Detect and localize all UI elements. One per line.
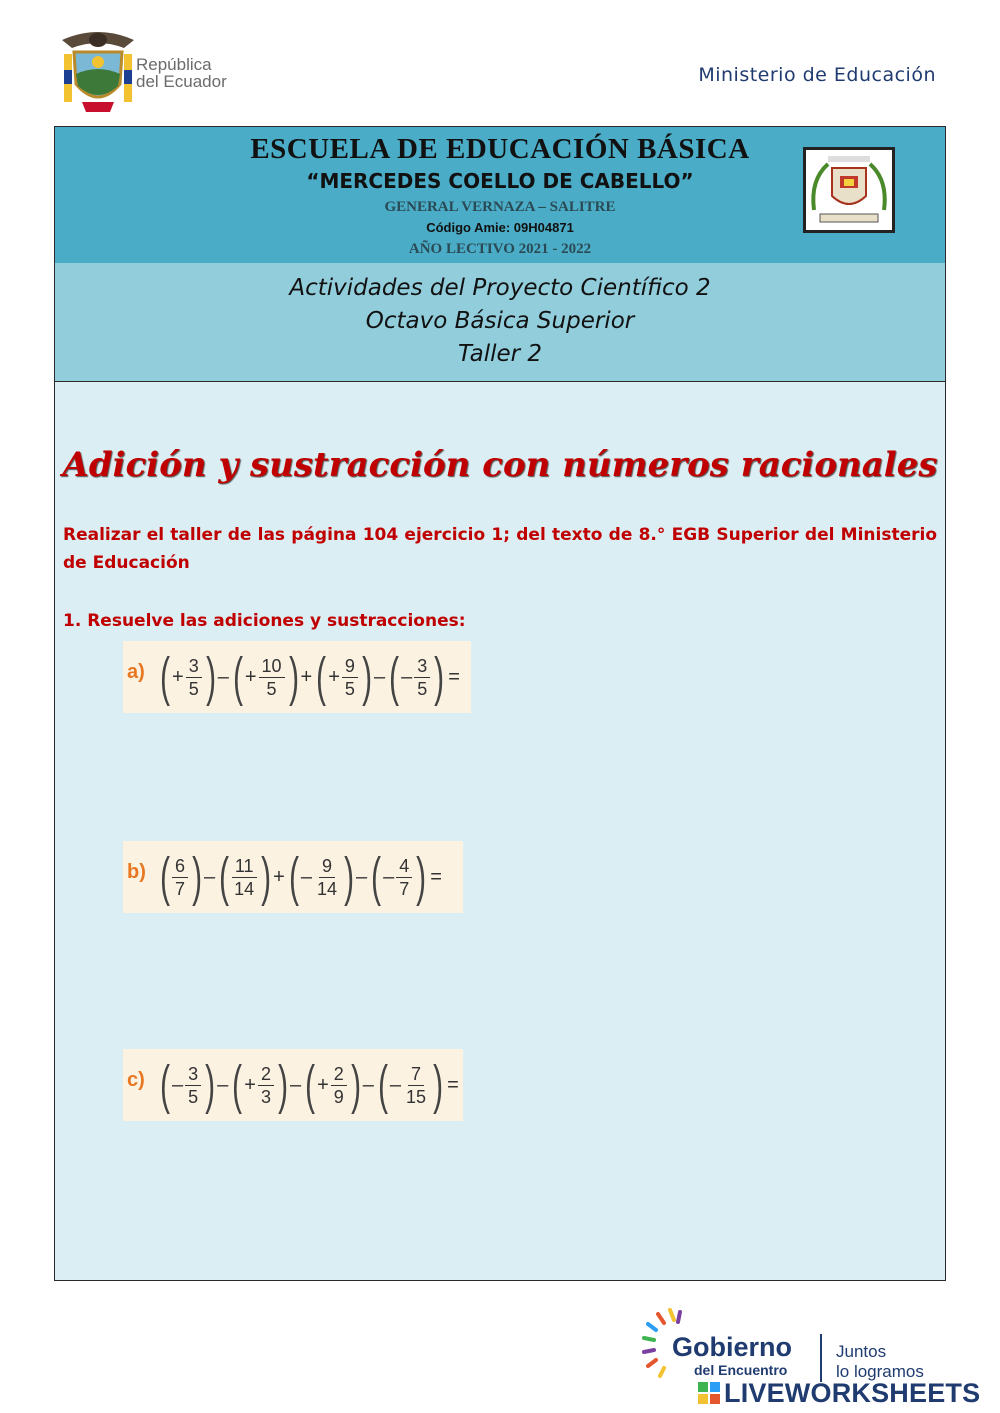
term-sign: – bbox=[383, 865, 395, 888]
fraction bbox=[259, 655, 285, 700]
footer-divider bbox=[820, 1334, 822, 1382]
numerator: 3 bbox=[414, 655, 430, 678]
school-location: GENERAL VERNAZA – SALITRE bbox=[384, 199, 616, 215]
footer-logos bbox=[640, 1306, 996, 1410]
operator: – bbox=[217, 665, 229, 688]
paren-open: ( bbox=[160, 847, 171, 907]
paren-open: ( bbox=[389, 647, 400, 707]
liveworksheets-badge-icon bbox=[698, 1382, 720, 1404]
paren-open: ( bbox=[378, 1055, 388, 1115]
operator: – bbox=[356, 865, 368, 888]
term-sign: – bbox=[401, 665, 413, 688]
instruction-text: Realizar el taller de las página 104 ejercicio 1; del texto de 8.° EGB Superior del Ministerio de Educación bbox=[63, 525, 937, 573]
school-subtitle: “MERCEDES COELLO DE CABELLO” bbox=[306, 169, 694, 193]
exercise-expression bbox=[157, 845, 442, 909]
numerator: 9 bbox=[319, 855, 335, 878]
denominator: 15 bbox=[406, 1086, 427, 1107]
paren-close: ) bbox=[416, 847, 427, 907]
activity-workshop: Taller 2 bbox=[457, 341, 543, 367]
numerator: 2 bbox=[258, 1063, 274, 1086]
operator: + bbox=[300, 665, 313, 688]
encuentro-text: del Encuentro bbox=[694, 1362, 788, 1378]
denominator: 9 bbox=[333, 1086, 344, 1107]
paren-close: ) bbox=[433, 1055, 444, 1115]
denominator: 5 bbox=[417, 678, 428, 699]
paren-close: ) bbox=[362, 647, 372, 707]
operator: – bbox=[373, 665, 386, 688]
operator: – bbox=[289, 1073, 302, 1096]
fraction bbox=[185, 1063, 201, 1108]
activity-grade: Octavo Básica Superior bbox=[365, 308, 635, 334]
term-sign: – bbox=[172, 1073, 184, 1096]
paren-close: ) bbox=[288, 647, 299, 707]
paren-open: ( bbox=[160, 647, 171, 707]
fraction bbox=[414, 655, 430, 700]
exercise-b bbox=[123, 841, 463, 913]
school-logo bbox=[803, 147, 895, 233]
school-emblem-icon bbox=[806, 150, 892, 230]
denominator: 5 bbox=[266, 678, 277, 699]
term-sign: + bbox=[244, 1073, 256, 1096]
school-code: Código Amie: 09H04871 bbox=[426, 220, 574, 235]
term-sign: – bbox=[389, 1073, 402, 1096]
numerator: 11 bbox=[232, 855, 257, 878]
exercise-label: b) bbox=[127, 861, 146, 883]
numerator: 3 bbox=[185, 1063, 201, 1086]
fraction bbox=[231, 855, 257, 900]
equals-sign: = bbox=[447, 1073, 459, 1096]
paren-close: ) bbox=[261, 847, 272, 907]
paren-open: ( bbox=[289, 847, 299, 907]
fraction bbox=[186, 655, 202, 700]
paren-close: ) bbox=[205, 647, 216, 707]
term-sign: + bbox=[328, 665, 340, 688]
exercise-label: a) bbox=[127, 661, 145, 683]
activity-title: Actividades del Proyecto Científico 2 bbox=[289, 275, 711, 301]
operator: + bbox=[273, 865, 285, 888]
paren-close: ) bbox=[344, 847, 355, 907]
gov-name-line1: República bbox=[136, 55, 212, 74]
exercise-c bbox=[123, 1049, 463, 1121]
paren-close: ) bbox=[205, 1055, 216, 1115]
fraction bbox=[403, 1063, 429, 1108]
paren-open: ( bbox=[305, 1055, 316, 1115]
exercise-expression bbox=[157, 1053, 459, 1117]
school-name: ESCUELA DE EDUCACIÓN BÁSICA bbox=[250, 133, 750, 165]
fraction bbox=[396, 855, 412, 900]
exercise-a bbox=[123, 641, 471, 713]
paren-open: ( bbox=[232, 1055, 243, 1115]
equals-sign: = bbox=[430, 865, 442, 888]
ecuador-coat-of-arms-icon bbox=[58, 28, 138, 114]
denominator: 7 bbox=[399, 878, 410, 899]
paren-open: ( bbox=[160, 1055, 171, 1115]
denominator: 14 bbox=[234, 878, 255, 899]
gov-name-line2: del Ecuador bbox=[136, 72, 227, 91]
worksheet-frame bbox=[54, 126, 946, 1281]
topic-title: Adición y sustracción con números racionales bbox=[62, 445, 938, 485]
term-sign: – bbox=[300, 865, 312, 888]
operator: – bbox=[217, 1073, 229, 1096]
operator: – bbox=[362, 1073, 374, 1096]
ministry-name: Ministerio de Educación bbox=[698, 64, 936, 86]
fraction bbox=[172, 855, 188, 900]
exercise-label: c) bbox=[127, 1069, 145, 1091]
school-header bbox=[55, 127, 945, 263]
term-sign: + bbox=[172, 665, 184, 688]
gov-logo bbox=[52, 24, 252, 116]
activity-header bbox=[55, 263, 945, 382]
slogan-line2: lo logramos bbox=[836, 1362, 924, 1381]
school-year: AÑO LECTIVO 2021 - 2022 bbox=[408, 241, 592, 257]
paren-close: ) bbox=[434, 647, 445, 707]
numerator: 9 bbox=[342, 655, 358, 678]
term-sign: + bbox=[317, 1073, 329, 1096]
paren-open: ( bbox=[316, 647, 327, 707]
denominator: 14 bbox=[316, 878, 338, 899]
gobierno-text: Gobierno bbox=[672, 1332, 792, 1362]
paren-close: ) bbox=[192, 847, 203, 907]
paren-open: ( bbox=[232, 647, 243, 707]
slogan-line1: Juntos bbox=[836, 1342, 887, 1361]
fraction bbox=[314, 855, 340, 900]
numerator: 6 bbox=[172, 855, 188, 878]
denominator: 5 bbox=[188, 678, 199, 699]
denominator: 5 bbox=[344, 678, 355, 699]
paren-open: ( bbox=[219, 847, 230, 907]
fraction bbox=[258, 1063, 274, 1108]
slogan bbox=[836, 1342, 924, 1382]
paren-open: ( bbox=[371, 847, 382, 907]
numerator: 2 bbox=[331, 1063, 347, 1086]
denominator: 7 bbox=[175, 878, 186, 899]
numerator: 3 bbox=[186, 655, 202, 678]
numerator: 4 bbox=[396, 855, 412, 878]
term-sign: + bbox=[244, 665, 257, 688]
exercise-expression bbox=[157, 645, 460, 709]
operator: – bbox=[204, 865, 216, 888]
equals-sign: = bbox=[448, 665, 460, 688]
numerator: 7 bbox=[408, 1063, 424, 1086]
paren-close: ) bbox=[350, 1055, 361, 1115]
denominator: 3 bbox=[260, 1086, 271, 1107]
denominator: 5 bbox=[188, 1086, 199, 1107]
paren-close: ) bbox=[278, 1055, 289, 1115]
numerator: 10 bbox=[259, 655, 285, 678]
fraction bbox=[342, 655, 358, 700]
question-prompt: 1. Resuelve las adiciones y sustracciones: bbox=[63, 611, 466, 631]
liveworksheets-logo[interactable]: LIVEWORKSHEETS bbox=[724, 1378, 981, 1408]
fraction bbox=[331, 1063, 347, 1108]
